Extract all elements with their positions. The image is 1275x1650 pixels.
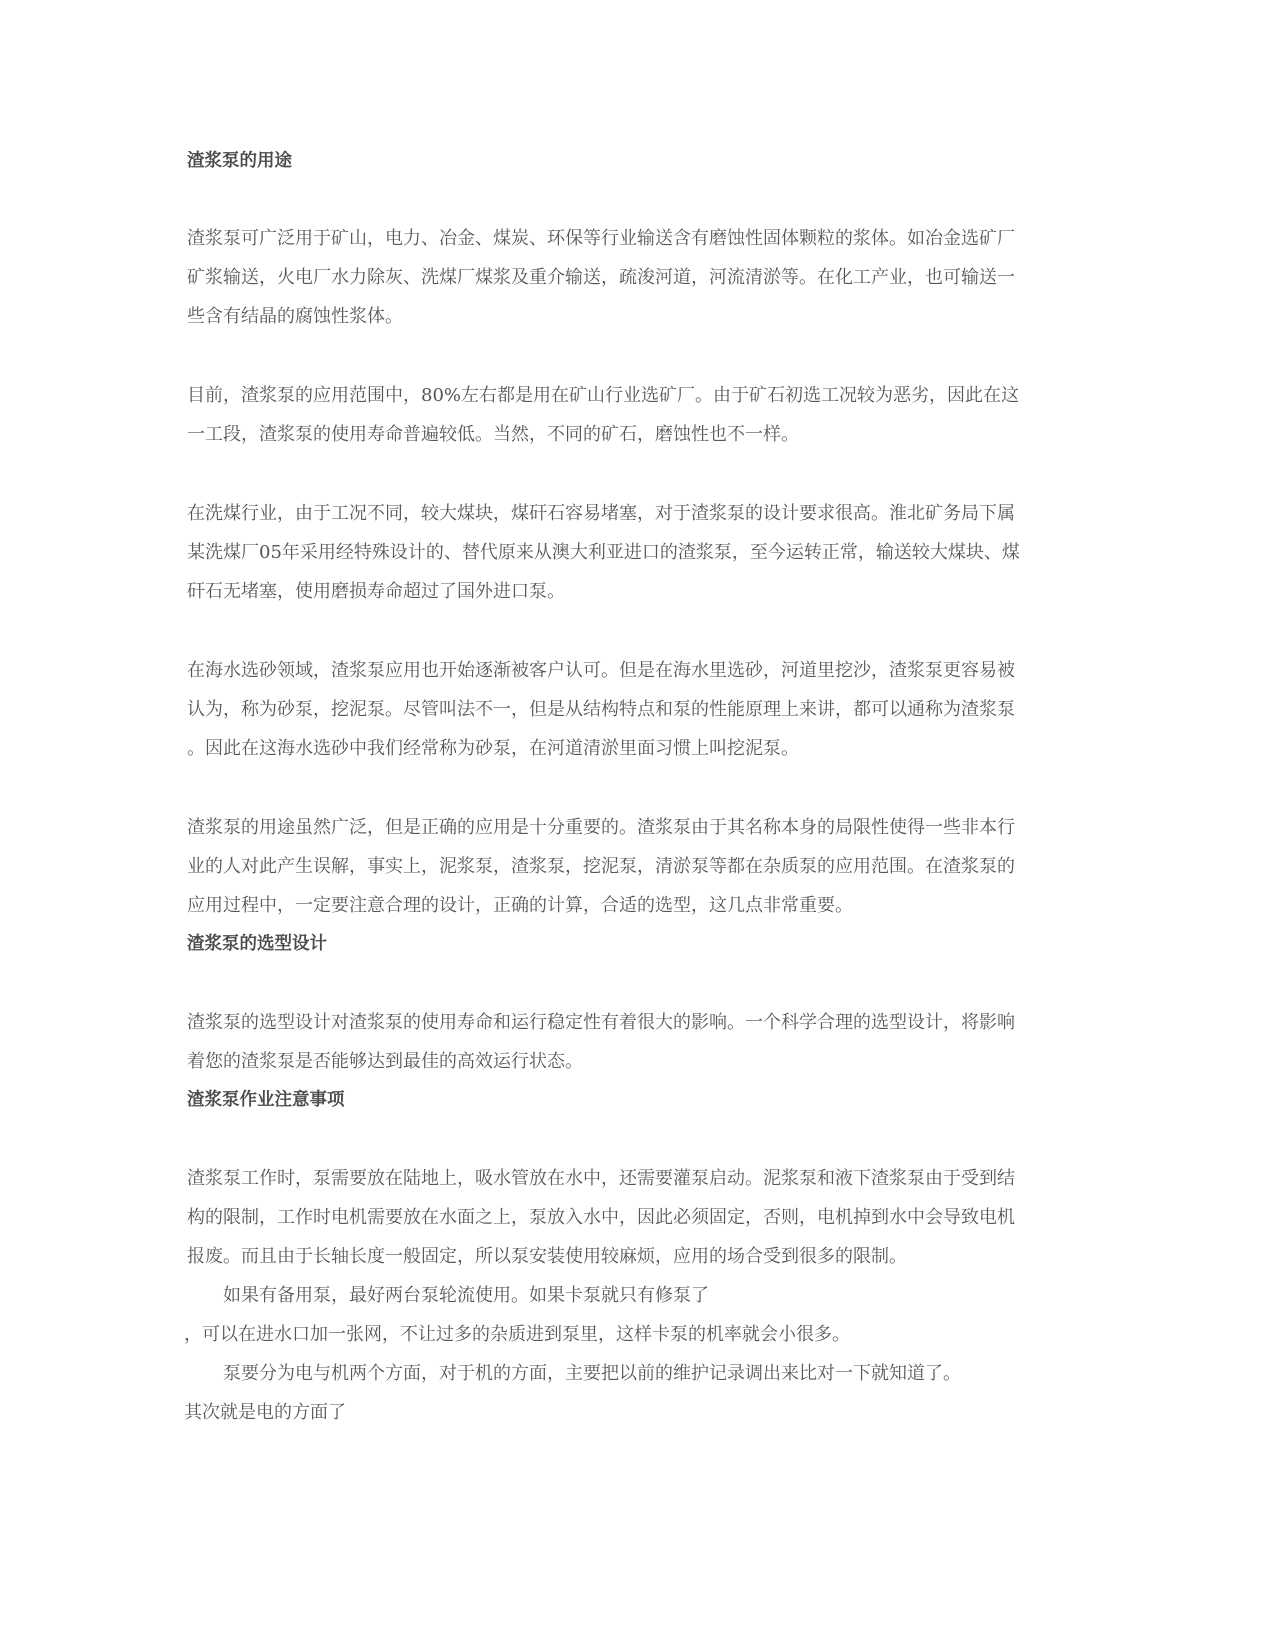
paragraph-line: 。因此在这海水选砂中我们经常称为砂泵，在河道清淤里面习惯上叫挖泥泵。 bbox=[187, 738, 799, 759]
paragraph-line: 目前，渣浆泵的应用范围中，80%左右都是用在矿山行业选矿厂。由于矿石初选工况较为恶劣，因此在这 bbox=[187, 385, 1020, 406]
section-heading-usage: 渣浆泵的用途 bbox=[187, 151, 292, 171]
paragraph-line: 报废。而且由于长轴长度一般固定，所以泵安装使用较麻烦，应用的场合受到很多的限制。 bbox=[187, 1246, 907, 1267]
paragraph-line: 渣浆泵工作时，泵需要放在陆地上，吸水管放在水中，还需要灌泵启动。泥浆泵和液下渣浆泵由于受到结 bbox=[187, 1168, 1015, 1189]
paragraph-line-indented: 泵要分为电与机两个方面，对于机的方面，主要把以前的维护记录调出来比对一下就知道了。 bbox=[223, 1363, 961, 1384]
paragraph-line: 应用过程中，一定要注意合理的设计，正确的计算，合适的选型，这几点非常重要。 bbox=[187, 895, 853, 916]
paragraph-line: 一工段，渣浆泵的使用寿命普遍较低。当然，不同的矿石，磨蚀性也不一样。 bbox=[187, 424, 799, 445]
paragraph-line: 某洗煤厂05年采用经特殊设计的、替代原来从澳大利亚进口的渣浆泵，至今运转正常，输送较大煤块、煤 bbox=[187, 542, 1020, 563]
paragraph-line: 渣浆泵的用途虽然广泛，但是正确的应用是十分重要的。渣浆泵由于其名称本身的局限性使得一些非本行 bbox=[187, 817, 1015, 838]
paragraph-line: 着您的渣浆泵是否能够达到最佳的高效运行状态。 bbox=[187, 1051, 583, 1072]
paragraph-line: 构的限制，工作时电机需要放在水面之上，泵放入水中，因此必须固定，否则，电机掉到水中会导致电机 bbox=[187, 1207, 1015, 1228]
paragraph-line: 认为，称为砂泵，挖泥泵。尽管叫法不一，但是从结构特点和泵的性能原理上来讲，都可以通称为渣浆泵 bbox=[187, 699, 1015, 720]
paragraph-line: 其次就是电的方面了 bbox=[184, 1402, 346, 1423]
section-heading-selection: 渣浆泵的选型设计 bbox=[187, 934, 327, 954]
paragraph-line: 矿浆输送，火电厂水力除灰、洗煤厂煤浆及重介输送，疏浚河道，河流清淤等。在化工产业，也可输送一 bbox=[187, 267, 1015, 288]
section-heading-precautions: 渣浆泵作业注意事项 bbox=[187, 1090, 345, 1110]
paragraph-line: 渣浆泵可广泛用于矿山，电力、冶金、煤炭、环保等行业输送含有磨蚀性固体颗粒的浆体。如冶金选矿厂 bbox=[187, 228, 1015, 249]
paragraph-line-indented: 如果有备用泵，最好两台泵轮流使用。如果卡泵就只有修泵了 bbox=[223, 1285, 709, 1306]
paragraph-line: 在洗煤行业，由于工况不同，较大煤块，煤矸石容易堵塞，对于渣浆泵的设计要求很高。淮北矿务局下属 bbox=[187, 503, 1015, 524]
paragraph-line: ，可以在进水口加一张网，不让过多的杂质进到泵里，这样卡泵的机率就会小很多。 bbox=[184, 1324, 850, 1345]
paragraph-line: 些含有结晶的腐蚀性浆体。 bbox=[187, 306, 403, 327]
paragraph-line: 渣浆泵的选型设计对渣浆泵的使用寿命和运行稳定性有着很大的影响。一个科学合理的选型设计，将影响 bbox=[187, 1012, 1015, 1033]
paragraph-line: 业的人对此产生误解，事实上，泥浆泵，渣浆泵，挖泥泵，清淤泵等都在杂质泵的应用范围。在渣浆泵的 bbox=[187, 856, 1015, 877]
paragraph-line: 在海水选砂领域，渣浆泵应用也开始逐渐被客户认可。但是在海水里选砂，河道里挖沙，渣浆泵更容易被 bbox=[187, 660, 1015, 681]
paragraph-line: 矸石无堵塞，使用磨损寿命超过了国外进口泵。 bbox=[187, 581, 565, 602]
